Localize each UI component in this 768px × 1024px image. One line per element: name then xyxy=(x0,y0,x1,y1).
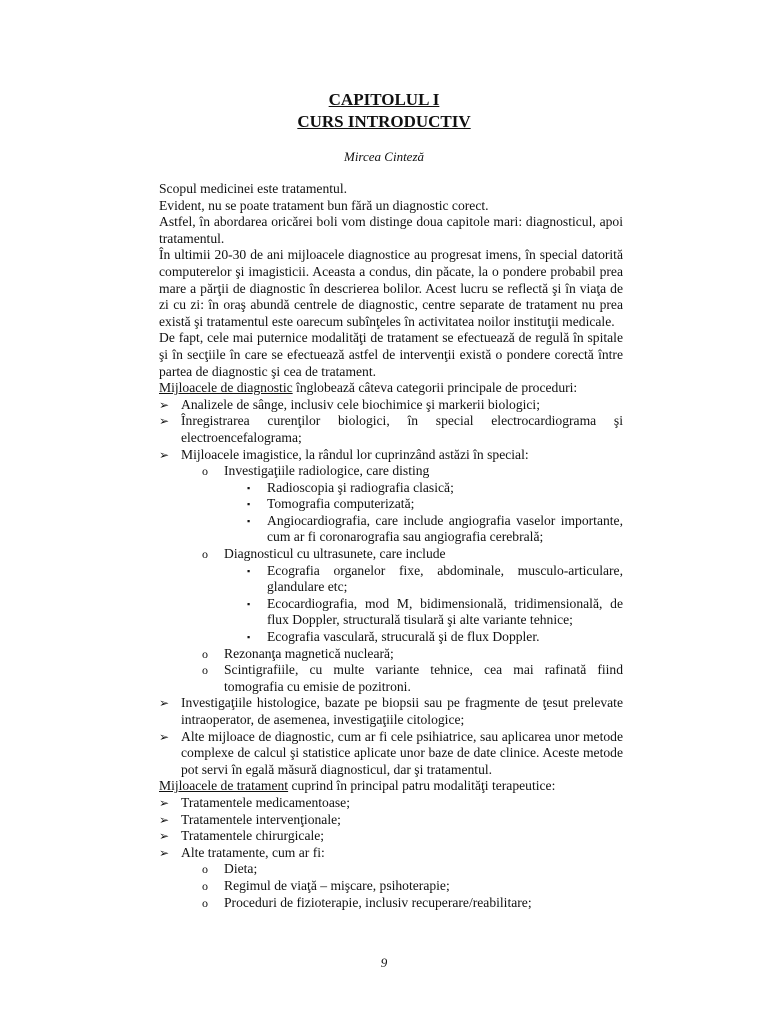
circle-bullet-icon: o xyxy=(202,646,208,661)
sub-list-item xyxy=(159,662,623,695)
circle-bullet-icon: o xyxy=(202,895,208,910)
list-item xyxy=(159,729,623,779)
sub-sub-list-item xyxy=(159,480,623,497)
circle-bullet-icon: o xyxy=(202,862,208,877)
sub-list-item-text: Dieta; xyxy=(224,861,258,877)
paragraph-2: Evident, nu se poate tratament bun fără un diagnostic corect. xyxy=(159,197,489,213)
arrow-bullet-icon: ➢ xyxy=(159,829,170,844)
sub-list-item-text: Regimul de viaţă – mişcare, psihoterapie; xyxy=(224,877,450,893)
sub-sub-list-item-text: Tomografia computerizată; xyxy=(267,496,415,512)
list-item xyxy=(159,695,623,728)
sub-list-item xyxy=(159,463,623,480)
sub-sub-list-item-text: Ecografia organelor fixe, abdominale, musculo-articulare, glandulare etc; xyxy=(267,562,623,595)
diagnostic-intro: înglobează câteva categorii principale de proceduri: xyxy=(292,380,578,396)
sub-list-item xyxy=(159,546,623,563)
square-bullet-icon: ▪ xyxy=(247,482,251,493)
list-item-text: Alte tratamente, cum ar fi: xyxy=(181,844,325,860)
arrow-bullet-icon: ➢ xyxy=(159,397,170,412)
sub-sub-list-item-text: Ecografia vasculară, strucurală şi de flux Doppler. xyxy=(267,629,540,645)
list-item xyxy=(159,795,623,812)
sub-list-item-text: Scintigrafiile, cu multe variante tehnice, cea mai rafinată fiind tomografia cu emisie de pozitroni. xyxy=(224,662,623,694)
sub-sub-list-item xyxy=(159,596,623,629)
treatment-paragraph xyxy=(159,778,623,795)
list-item xyxy=(159,397,623,414)
sub-sub-list-item xyxy=(159,513,623,546)
list-item-text: Tratamentele medicamentoase; xyxy=(181,794,350,810)
sub-sub-list-item-text: Radioscopia şi radiografia clasică; xyxy=(267,479,454,495)
arrow-bullet-icon: ➢ xyxy=(159,447,170,462)
list-item xyxy=(159,828,623,845)
list-item xyxy=(159,812,623,829)
page-number: 9 xyxy=(380,955,388,970)
list-item xyxy=(159,447,623,464)
sub-list-item-text: Proceduri de fizioterapie, inclusiv recuperare/reabilitare; xyxy=(224,894,532,910)
arrow-bullet-icon: ➢ xyxy=(159,845,170,860)
list-item-text: Investigaţiile histologice, bazate pe biopsii sau pe fragmente de ţesut prelevate intraoperator, de asemenea, investigaţiile citologice; xyxy=(181,695,623,727)
list-item-text: Tratamentele intervenţionale; xyxy=(181,811,341,827)
arrow-bullet-icon: ➢ xyxy=(159,696,170,711)
sub-list-item-text: Investigaţiile radiologice, care disting xyxy=(224,463,430,479)
diagnostic-heading: Mijloacele de diagnostic xyxy=(159,380,293,396)
square-bullet-icon: ▪ xyxy=(247,598,251,609)
author-name: Mircea Cinteză xyxy=(343,149,425,164)
square-bullet-icon: ▪ xyxy=(247,632,251,643)
list-item-text: Mijloacele imagistice, la rândul lor cuprinzând astăzi în special: xyxy=(181,446,529,462)
circle-bullet-icon: o xyxy=(202,464,208,479)
list-item-text: Analizele de sânge, inclusiv cele biochimice şi markerii biologici; xyxy=(181,396,540,412)
list-item-text: Tratamentele chirurgicale; xyxy=(181,828,325,844)
circle-bullet-icon: o xyxy=(202,878,208,893)
treatment-heading: Mijloacele de tratament xyxy=(159,778,289,794)
sub-list-item xyxy=(159,646,623,663)
body-text xyxy=(159,181,623,911)
list-item xyxy=(159,845,623,862)
sub-sub-list-item xyxy=(159,563,623,596)
sub-sub-list-item xyxy=(159,496,623,513)
paragraph-4: În ultimii 20-30 de ani mijloacele diagnostice au progresat imens, în special datorită computerelor şi imagisticii. Aceasta a condus, din păcate, la o pondere probabil prea mare a părţii de diagnostic în descrierea bolilor. Acest lucru se reflectă şi în viaţa de zi cu zi: în oraş abundă centrele de diagnostic, centre separate de tratament nu prea există şi tratamentul este oarecum subînţeles în activitatea noilor instituţii medicale. xyxy=(159,247,623,329)
arrow-bullet-icon: ➢ xyxy=(159,795,170,810)
square-bullet-icon: ▪ xyxy=(247,565,251,576)
list-item-text: Alte mijloace de diagnostic, cum ar fi cele psihiatrice, sau aplicarea unor metode complexe de calcul şi statistice aplicate unor baze de date clinice. Aceste metode pot servi în egală măsură diagnosticul, dar şi tratamentul. xyxy=(181,728,623,777)
paragraph-1: Scopul medicinei este tratamentul. xyxy=(159,181,347,196)
sub-sub-list-item xyxy=(159,629,623,646)
sub-sub-list-item-text: Ecocardiografia, mod M, bidimensională, tridimensională, de flux Doppler, structurală tisulară şi alte variante tehnice; xyxy=(267,595,623,628)
sub-list-item xyxy=(159,895,623,912)
sub-list-item-text: Diagnosticul cu ultrasunete, care include xyxy=(224,546,446,562)
list-item-text: Înregistrarea curenţilor biologici, în special electrocardiograma şi electroencefalograma; xyxy=(181,413,623,445)
square-bullet-icon: ▪ xyxy=(247,515,251,526)
chapter-title: CAPITOLUL I xyxy=(328,90,440,109)
sub-list-item xyxy=(159,861,623,878)
paragraph-3 xyxy=(159,214,623,247)
list-item xyxy=(159,413,623,446)
circle-bullet-icon: o xyxy=(202,663,208,678)
paragraph-6 xyxy=(159,380,623,397)
sub-sub-list-item-text: Angiocardiografia, care include angiografia vaselor importante, cum ar fi coronarografia sau angiografia cerebrală; xyxy=(267,512,623,545)
arrow-bullet-icon: ➢ xyxy=(159,414,170,429)
circle-bullet-icon: o xyxy=(202,547,208,562)
arrow-bullet-icon: ➢ xyxy=(159,729,170,744)
sub-list-item-text: Rezonanţa magnetică nucleară; xyxy=(224,645,394,661)
treatment-intro: cuprind în principal patru modalităţi terapeutice: xyxy=(288,778,556,794)
paragraph-3-text: Astfel, în abordarea oricărei boli vom distinge doua capitole mari: diagnosticul, apoi tratamentul. xyxy=(159,214,623,246)
square-bullet-icon: ▪ xyxy=(247,499,251,510)
paragraph-5: De fapt, cele mai puternice modalităţi de tratament se efectuează de regulă în spitale şi în secţiile în care se efectuează astfel de intervenţii există o pondere corectă între partea de diagnostic şi cea de tratament. xyxy=(159,330,623,379)
sub-list-item xyxy=(159,878,623,895)
chapter-subtitle: CURS INTRODUCTIV xyxy=(297,112,471,131)
arrow-bullet-icon: ➢ xyxy=(159,812,170,827)
